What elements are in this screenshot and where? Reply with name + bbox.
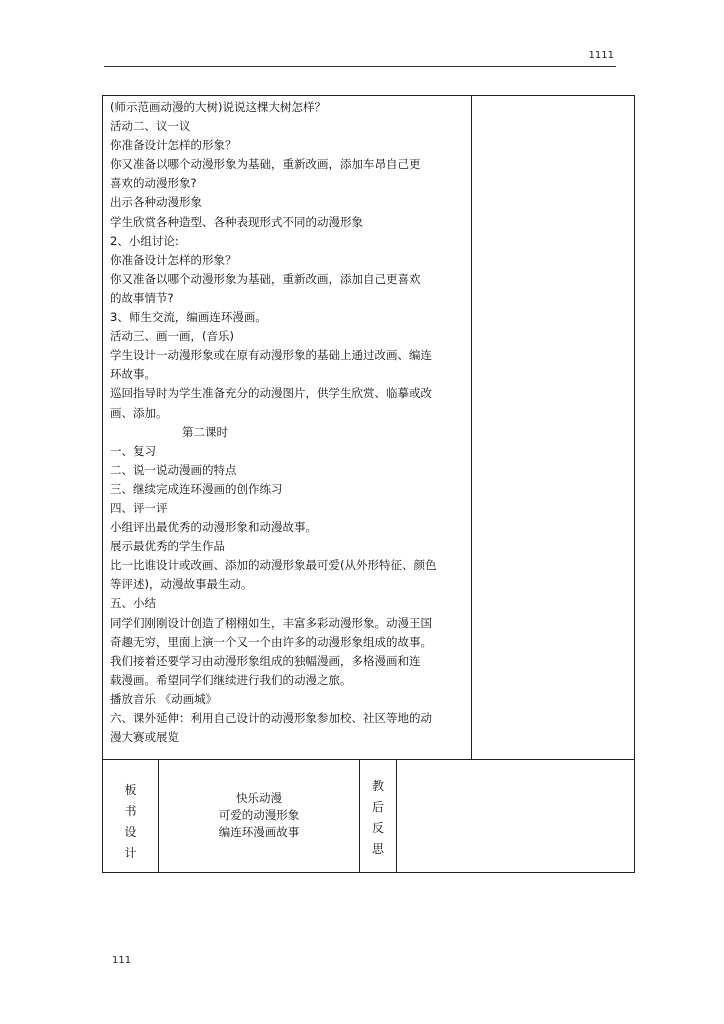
board-label-cell bbox=[103, 760, 159, 872]
board-line: 编连环漫画故事 bbox=[218, 825, 300, 839]
lesson-line: 你准备设计怎样的形象？ bbox=[110, 138, 237, 153]
lesson-line: 载漫画。希望同学们继续进行我们的动漫之旅。 bbox=[110, 672, 352, 687]
lesson-line: 画、添加。 bbox=[110, 405, 168, 420]
lesson-line: 巡回指导时为学生准备充分的动漫图片，供学生欣赏、临摹或改 bbox=[110, 386, 432, 401]
lesson-line: 小组评出最优秀的动漫形象和动漫故事。 bbox=[110, 520, 317, 535]
lesson-line: 二、说一说动漫画的特点 bbox=[110, 462, 237, 477]
lesson-line: 3、师生交流，编画连环漫画。 bbox=[110, 310, 267, 325]
lesson-line: 三、继续完成连环漫画的创作练习 bbox=[110, 481, 283, 496]
header-page-number: 1111 bbox=[588, 50, 614, 61]
lesson-line: 环故事。 bbox=[110, 367, 156, 382]
lesson-line: 奇趣无穷，里面上演一个又一个由许多的动漫形象组成的故事。 bbox=[110, 634, 432, 649]
board-design-table bbox=[102, 759, 635, 873]
lesson-line: 喜欢的动漫形象? bbox=[110, 176, 197, 191]
header-rule bbox=[104, 66, 616, 67]
section-heading: 第二课时 bbox=[182, 424, 228, 439]
lesson-line: 我们接着还要学习由动漫形象组成的独幅漫画，多格漫画和连 bbox=[110, 653, 421, 668]
lesson-line: 学生设计一动漫形象或在原有动漫形象的基础上通过改画、编连 bbox=[110, 348, 432, 363]
notes-cell bbox=[471, 95, 635, 760]
board-content-cell bbox=[159, 760, 360, 872]
lesson-line: 五、小结 bbox=[110, 596, 156, 611]
lesson-line: 比一比谁设计或改画、添加的动漫形象最可爱(从外形特征、颜色 bbox=[110, 558, 437, 573]
reflection-content-cell bbox=[397, 760, 635, 872]
lesson-line: 漫大赛或展览 bbox=[110, 730, 179, 745]
board-line: 可爱的动漫形象 bbox=[218, 808, 300, 822]
lesson-line: 学生欣赏各种造型、各种表现形式不同的动漫形象 bbox=[110, 214, 363, 229]
lesson-line: 你又准备以哪个动漫形象为基础，重新改画，添加车昂自己更 bbox=[110, 157, 421, 172]
lesson-line: 你准备设计怎样的形象？ bbox=[110, 252, 237, 267]
lesson-line: 展示最优秀的学生作品 bbox=[110, 539, 225, 554]
board-content bbox=[159, 790, 359, 841]
lesson-line: 活动二、议一议 bbox=[110, 119, 191, 134]
lesson-line: 等评述)，动漫故事最生动。 bbox=[110, 577, 253, 592]
lesson-line: 出示各种动漫形象 bbox=[110, 195, 202, 210]
lesson-line: 播放音乐 《动画城》 bbox=[110, 691, 218, 706]
lesson-content-cell bbox=[102, 95, 472, 760]
lesson-line: 一、复习 bbox=[110, 443, 156, 458]
lesson-content bbox=[110, 98, 466, 747]
footer-page-number: 111 bbox=[112, 955, 132, 966]
lesson-line: 2、小组讨论: bbox=[110, 233, 179, 248]
reflection-label: 教 后 反 思 bbox=[371, 779, 384, 856]
lesson-line: 六、课外延伸：利用自己设计的动漫形象参加校、社区等地的动 bbox=[110, 711, 432, 725]
lesson-line: 四、评一评 bbox=[110, 500, 168, 515]
board-label: 板 书 设 计 bbox=[124, 783, 137, 860]
lesson-line: (师示范画动漫的大树)说说这棵大树怎样？ bbox=[110, 100, 326, 114]
lesson-line: 的故事情节? bbox=[110, 290, 174, 305]
lesson-line: 同学们刚刚设计创造了栩栩如生，丰富多彩动漫形象。动漫王国 bbox=[110, 615, 432, 630]
lesson-line: 你又准备以哪个动漫形象为基础，重新改画，添加自己更喜欢 bbox=[110, 271, 421, 286]
reflection-label-cell bbox=[360, 760, 397, 872]
board-title: 快乐动漫 bbox=[236, 791, 282, 805]
lesson-line: 活动三、画一画，(音乐) bbox=[110, 329, 234, 344]
